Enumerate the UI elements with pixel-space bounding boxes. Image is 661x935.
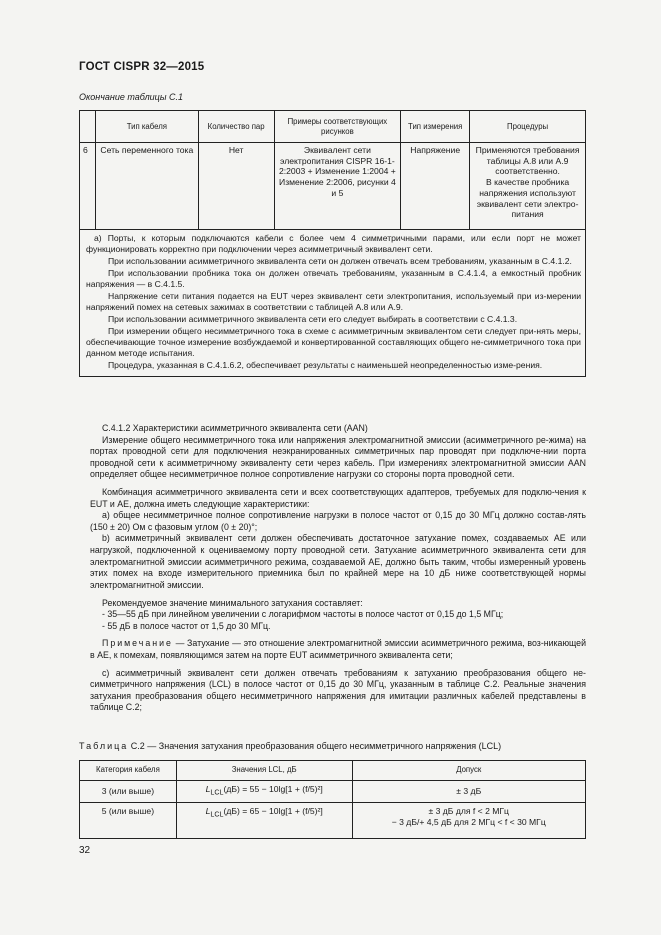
procedures-cell	[470, 143, 586, 230]
paragraph: Рекомендуемое значение минимального затухания составляет:	[102, 597, 363, 608]
table-note: а) Порты, к которым подключаются кабели с более чем 4 симметричными парами, или если порт не может функционировать корректно при подключении через асимметричный эквивалент сети.	[86, 233, 581, 254]
measurement-type-cell: Напряжение	[401, 143, 470, 230]
column-header: Примеры соответствующих рисунков	[274, 111, 401, 143]
table-note: Процедура, указанная в С.4.1.6.2, обеспечивает результаты с наименьшей неопределенностью изме-рения.	[108, 360, 543, 371]
section-heading: С.4.1.2 Характеристики асимметричного эквивалента сети (AAN)	[102, 423, 368, 433]
list-item: b) асимметричный эквивалент сети должен обеспечивать достаточное затухание помех, создаваемых АЕ или нагрузкой, подключенной к оцениваемому порту проводной сети. Затухание асимметричного эквивалента сети для электромагнитной эмиссии асимметричного режима, создаваемой АЕ, должно быть таким, чтобы измеренный уровень этих помех на входе измерительного приемника был по крайней мере на 10 дБ ниже соответствующей нормы электромагнитной эмиссии.	[90, 533, 586, 590]
table-c1	[79, 110, 586, 377]
table-c2-caption: Таблица С.2 — Значения затухания преобразования общего несимметричного напряжения (LCL)	[79, 741, 502, 751]
column-header: Процедуры	[470, 111, 586, 143]
lcl-cell: $L_{LCL}(дБ) = 55 - 10\lg[1 + (f/5)^2]$	[176, 781, 352, 803]
table-note: При использовании пробника тока он должен отвечать требованиям, указанным в С.4.1.4, а емкостный пробник напряжения — в С.4.1.5.	[86, 268, 581, 289]
list-item: а) общее несимметричное полное сопротивление нагрузки в полосе частот от 0,15 до 30 МГц должно состав-лять (150 ± 20) Ом с фазовым углом (0 ± 20)°;	[90, 510, 586, 532]
note-label: Примечание	[102, 638, 173, 649]
table-row	[80, 803, 586, 839]
paragraph: Комбинация асимметричного эквивалента сети и всех соответствующих адаптеров, требуемых для подклю-чения к EUT и АЕ, должна иметь следующие характеристики:	[90, 487, 586, 509]
table-row	[80, 781, 586, 803]
column-header: Значения LCL, дБ	[176, 761, 352, 781]
list-item: c) асимметричный эквивалент сети должен отвечать требованиям к затуханию преобразования общего не-симметричного напряжения (LCL) в полосе частот от 0,15 до 30 МГц, указанным в таблице С.2. Реальные значения затухания преобразования общего несимметричного напряжения для имитации различных кабелей представлены в таблице С.2;	[90, 667, 586, 713]
column-header: Тип измерения	[401, 111, 470, 143]
pairs-cell: Нет	[198, 143, 274, 230]
section-c412	[90, 423, 586, 714]
examples-cell: Эквивалент сети электропитания CISPR 16-1-2:2003 + Изменение 1:2004 + Изменение 2:2006, рисунки 4 и 5	[274, 143, 401, 230]
row-number: 6	[80, 143, 96, 230]
table-note: При использовании асимметричного эквивалента сети его следует выбирать в соответствии с С.4.1.3.	[108, 314, 518, 325]
tolerance-cell: ± 3 дБ для f < 2 МГц − 3 дБ/+ 4,5 дБ для 2 МГц < f < 30 МГц	[352, 803, 586, 839]
column-header: Количество пар	[198, 111, 274, 143]
table-note: При использовании асимметричного эквивалента сети он должен отвечать всем требованиям, указанным в С.4.1.2.	[108, 255, 572, 266]
cable-type-cell: Сеть переменного тока	[95, 143, 198, 230]
column-header: Категория кабеля	[80, 761, 177, 781]
list-item: - 55 дБ в полосе частот от 1,5 до 30 МГц.	[102, 620, 271, 631]
lcl-cell: $L_{LCL}(дБ) = 65 - 10\lg[1 + (f/5)^2]$	[176, 803, 352, 839]
table-note: При измерении общего несимметричного тока в схеме с асимметричным эквивалентом сети следует при-нять меры, обеспечивающие точное измерение возбуждаемой и конвертированной составляющих общего не-симметричного тока при данном методе испытания.	[86, 326, 581, 358]
tolerance-cell: ± 3 дБ	[352, 781, 586, 803]
page-number: 32	[79, 845, 91, 856]
procedures-text: В качестве пробника напряжения используют эквивалент сети электро-питания	[476, 177, 579, 220]
table-notes	[80, 230, 586, 377]
column-header: Допуск	[352, 761, 586, 781]
page-title: ГОСТ CISPR 32—2015	[79, 61, 205, 73]
table-c2	[79, 760, 586, 839]
note	[90, 638, 586, 661]
procedures-text: Применяются требования таблицы А.8 или А.9 соответственно.	[475, 145, 580, 177]
table-header-row	[80, 761, 586, 781]
notes-row	[80, 230, 586, 377]
table-note: Напряжение сети питания подается на EUT через эквивалент сети электропитания, используемый при из-мерении напряжений помех на сетевых зажимах в соответствии с таблицей А.8 или А.9.	[86, 291, 581, 312]
table-row	[80, 143, 586, 230]
note-text: — Затухание — это отношение электромагнитной эмиссии асимметричного режима, воз-никающей в АЕ, к помехам, появляющимся затем на порте EUT асимметричного эквивалента сети;	[90, 638, 586, 660]
column-header	[80, 111, 96, 143]
column-header: Тип кабеля	[95, 111, 198, 143]
list-item: - 35—55 дБ при линейном увеличении с логарифмом частоты в полосе частот от 0,15 до 1,5 МГц;	[102, 609, 504, 620]
table-c1-caption: Окончание таблицы С.1	[79, 92, 183, 102]
category-cell: 5 (или выше)	[80, 803, 177, 839]
table-header-row	[80, 111, 586, 143]
paragraph: Измерение общего несимметричного тока или напряжения электромагнитной эмиссии (асимметричного ре-жима) на портах проводной сети для подключения неэкранированных симметричных пар проводят при подключе-нии порта проводной сети к асимметричному эквиваленту сети через кабель. При измерениях электромагнитной эмиссии AAN определяет общее несимметричное полное сопротивление нагрузки со стороны порта проводной сети.	[90, 434, 586, 480]
category-cell: 3 (или выше)	[80, 781, 177, 803]
